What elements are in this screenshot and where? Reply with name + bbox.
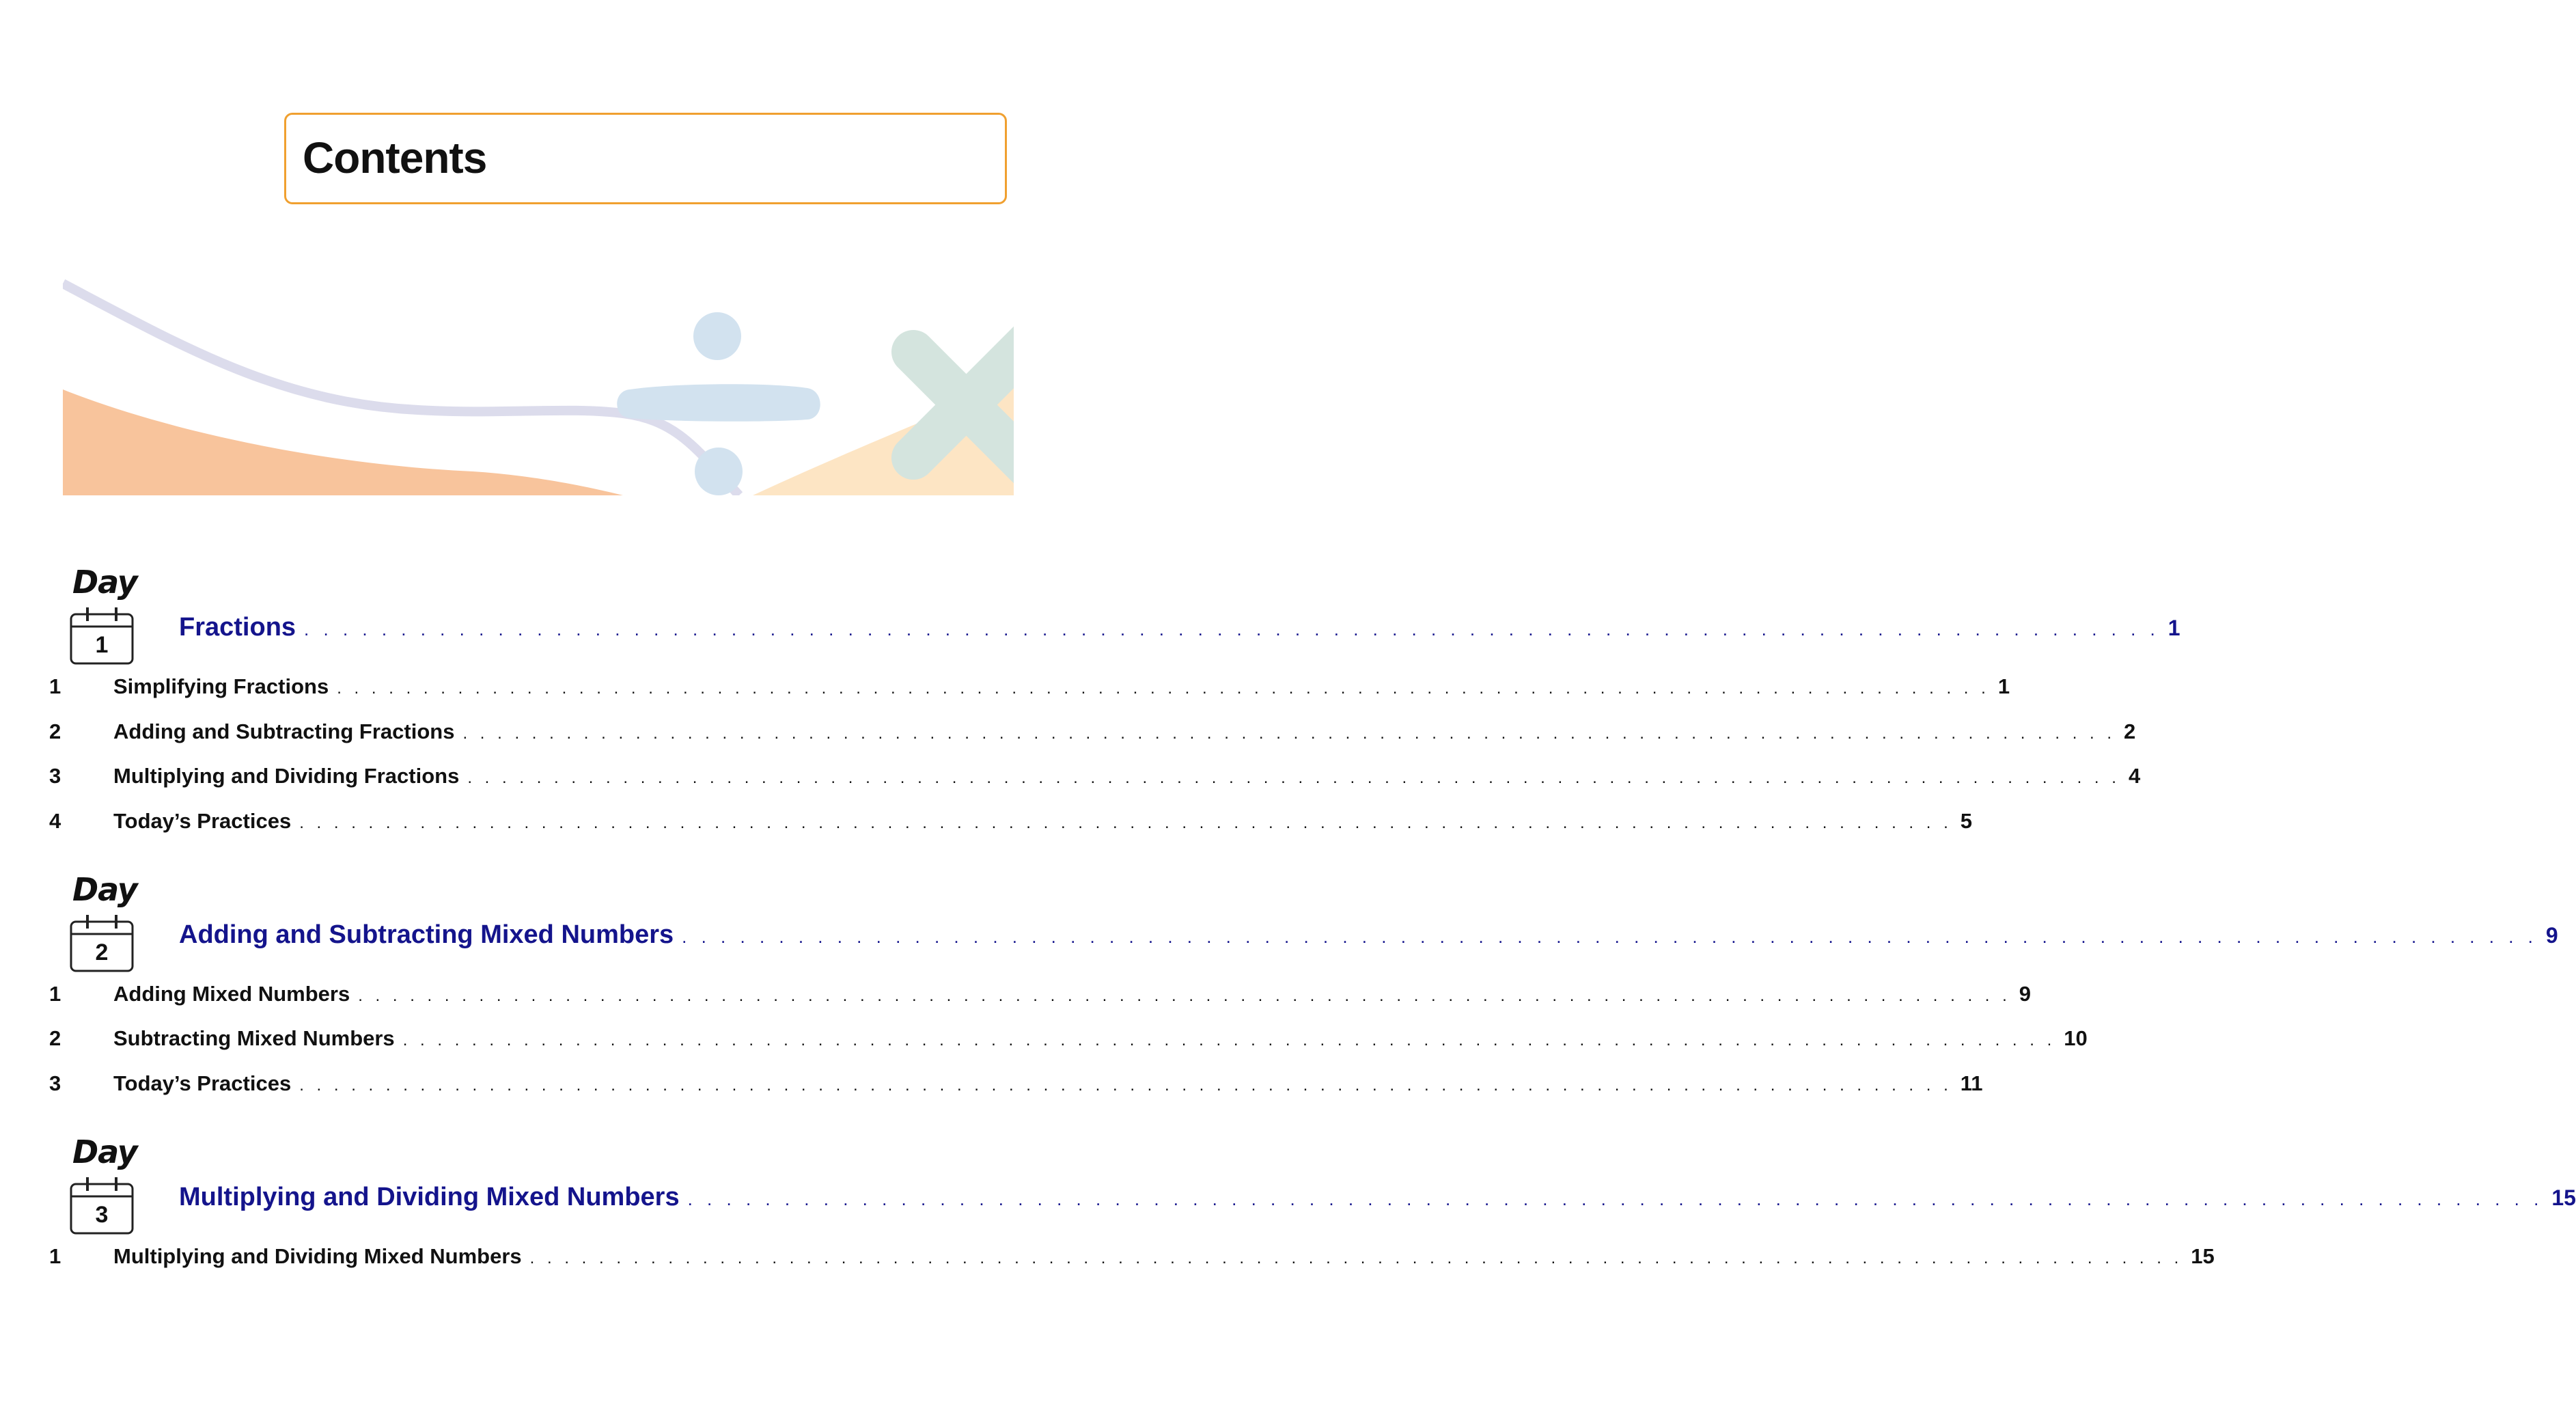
toc-entry[interactable] [113, 674, 2010, 699]
toc-entry[interactable] [113, 1244, 2215, 1269]
dot-leader: . . . . . . . . . . . . . . . . . . . . . . . . . . . . . . . . . . . . . . . . . . . . . . . . . . . . . . . . . . . . . . . . . . . . . . . . . . . . . . . . . . . . . . . . . . . . . . . . [467, 769, 2120, 787]
dot-leader: . . . . . . . . . . . . . . . . . . . . . . . . . . . . . . . . . . . . . . . . . . . . . . . . . . . . . . . . . . . . . . . . . . . . . . . . . . . . . . . . . . . . . . . . . . . . . . . . [299, 1076, 1952, 1095]
chapter-title: Adding and Subtracting Mixed Numbers [179, 920, 674, 949]
section-page: 15 [2191, 1244, 2215, 1268]
chapter-title: Fractions [179, 613, 296, 642]
section-number: 3 [49, 1071, 61, 1095]
dot-leader: . . . . . . . . . . . . . . . . . . . . . . . . . . . . . . . . . . . . . . . . . . . . . . . . . . . . . . . . . . . . . . . . . . . . . . . . . . . . . . . . . . . . . . . . . . . . . . . . [682, 926, 2538, 947]
section-title: Subtracting Mixed Numbers [113, 1026, 395, 1050]
section-number: 4 [49, 809, 61, 833]
dot-leader: . . . . . . . . . . . . . . . . . . . . . . . . . . . . . . . . . . . . . . . . . . . . . . . . . . . . . . . . . . . . . . . . . . . . . . . . . . . . . . . . . . . . . . . . . . . . . . . . [529, 1249, 2183, 1267]
section-page: 9 [2019, 982, 2032, 1006]
chapter-page: 9 [2545, 923, 2558, 948]
decorative-banner [63, 273, 1014, 495]
day-number: 1 [95, 632, 109, 658]
toc-entry[interactable] [113, 982, 2032, 1006]
section-title: Adding and Subtracting Fractions [113, 719, 455, 743]
section-page: 1 [1997, 674, 2010, 698]
toc-entry[interactable] [113, 764, 2141, 788]
section-title: Adding Mixed Numbers [113, 982, 350, 1006]
title-box [284, 113, 1007, 204]
day-label: Day [72, 1134, 137, 1170]
day-number: 2 [95, 939, 109, 965]
toc-entry[interactable] [113, 1071, 1983, 1096]
section-page: 10 [2064, 1026, 2088, 1050]
section-number: 1 [49, 982, 61, 1006]
divide-icon [617, 312, 820, 495]
section-number: 2 [49, 1026, 61, 1050]
section-page: 4 [2128, 764, 2141, 788]
section-title: Today’s Practices [113, 1071, 292, 1095]
section-number: 2 [49, 719, 61, 743]
chapter-page: 15 [2551, 1185, 2576, 1210]
section-page: 2 [2124, 719, 2136, 743]
chapter-entry[interactable] [179, 613, 2180, 642]
dot-leader: . . . . . . . . . . . . . . . . . . . . . . . . . . . . . . . . . . . . . . . . . . . . . . . . . . . . . . . . . . . . . . . . . . . . . . . . . . . . . . . . . . . . . . . . . . . . . . . . [687, 1189, 2544, 1209]
chapter-entry[interactable] [179, 1183, 2576, 1212]
page-title: Contents [303, 133, 487, 182]
section-title: Multiplying and Dividing Mixed Numbers [113, 1244, 522, 1268]
section-page: 11 [1960, 1071, 1983, 1095]
chapter-title: Multiplying and Dividing Mixed Numbers [179, 1183, 680, 1211]
section-number: 1 [49, 1244, 61, 1268]
section-title: Multiplying and Dividing Fractions [113, 764, 460, 788]
section-number: 1 [49, 674, 61, 698]
dot-leader: . . . . . . . . . . . . . . . . . . . . . . . . . . . . . . . . . . . . . . . . . . . . . . . . . . . . . . . . . . . . . . . . . . . . . . . . . . . . . . . . . . . . . . . . . . . . . . . . [462, 724, 2116, 743]
section-number: 3 [49, 764, 61, 788]
toc-entry[interactable] [113, 809, 1973, 834]
dot-leader: . . . . . . . . . . . . . . . . . . . . . . . . . . . . . . . . . . . . . . . . . . . . . . . . . . . . . . . . . . . . . . . . . . . . . . . . . . . . . . . . . . . . . . . . . . . . . . . . [358, 987, 2011, 1005]
dot-leader: . . . . . . . . . . . . . . . . . . . . . . . . . . . . . . . . . . . . . . . . . . . . . . . . . . . . . . . . . . . . . . . . . . . . . . . . . . . . . . . . . . . . . . . . . . . . . . . . [299, 814, 1952, 832]
toc-entry[interactable] [113, 719, 2136, 744]
chapter-entry[interactable] [179, 920, 2558, 950]
dot-leader: . . . . . . . . . . . . . . . . . . . . . . . . . . . . . . . . . . . . . . . . . . . . . . . . . . . . . . . . . . . . . . . . . . . . . . . . . . . . . . . . . . . . . . . . . . . . . . . . [402, 1031, 2056, 1049]
dot-leader: . . . . . . . . . . . . . . . . . . . . . . . . . . . . . . . . . . . . . . . . . . . . . . . . . . . . . . . . . . . . . . . . . . . . . . . . . . . . . . . . . . . . . . . . . . . . . . . . [337, 679, 1990, 698]
section-title: Today’s Practices [113, 809, 292, 833]
day-label: Day [72, 871, 137, 908]
day-number: 3 [95, 1202, 109, 1228]
toc-entry[interactable] [113, 1026, 2088, 1051]
chapter-page: 1 [2168, 616, 2180, 640]
section-title: Simplifying Fractions [113, 674, 329, 698]
day-label: Day [72, 564, 137, 601]
dot-leader: . . . . . . . . . . . . . . . . . . . . . . . . . . . . . . . . . . . . . . . . . . . . . . . . . . . . . . . . . . . . . . . . . . . . . . . . . . . . . . . . . . . . . . . . . . . . . . . . [304, 619, 2160, 640]
section-page: 5 [1960, 809, 1973, 833]
